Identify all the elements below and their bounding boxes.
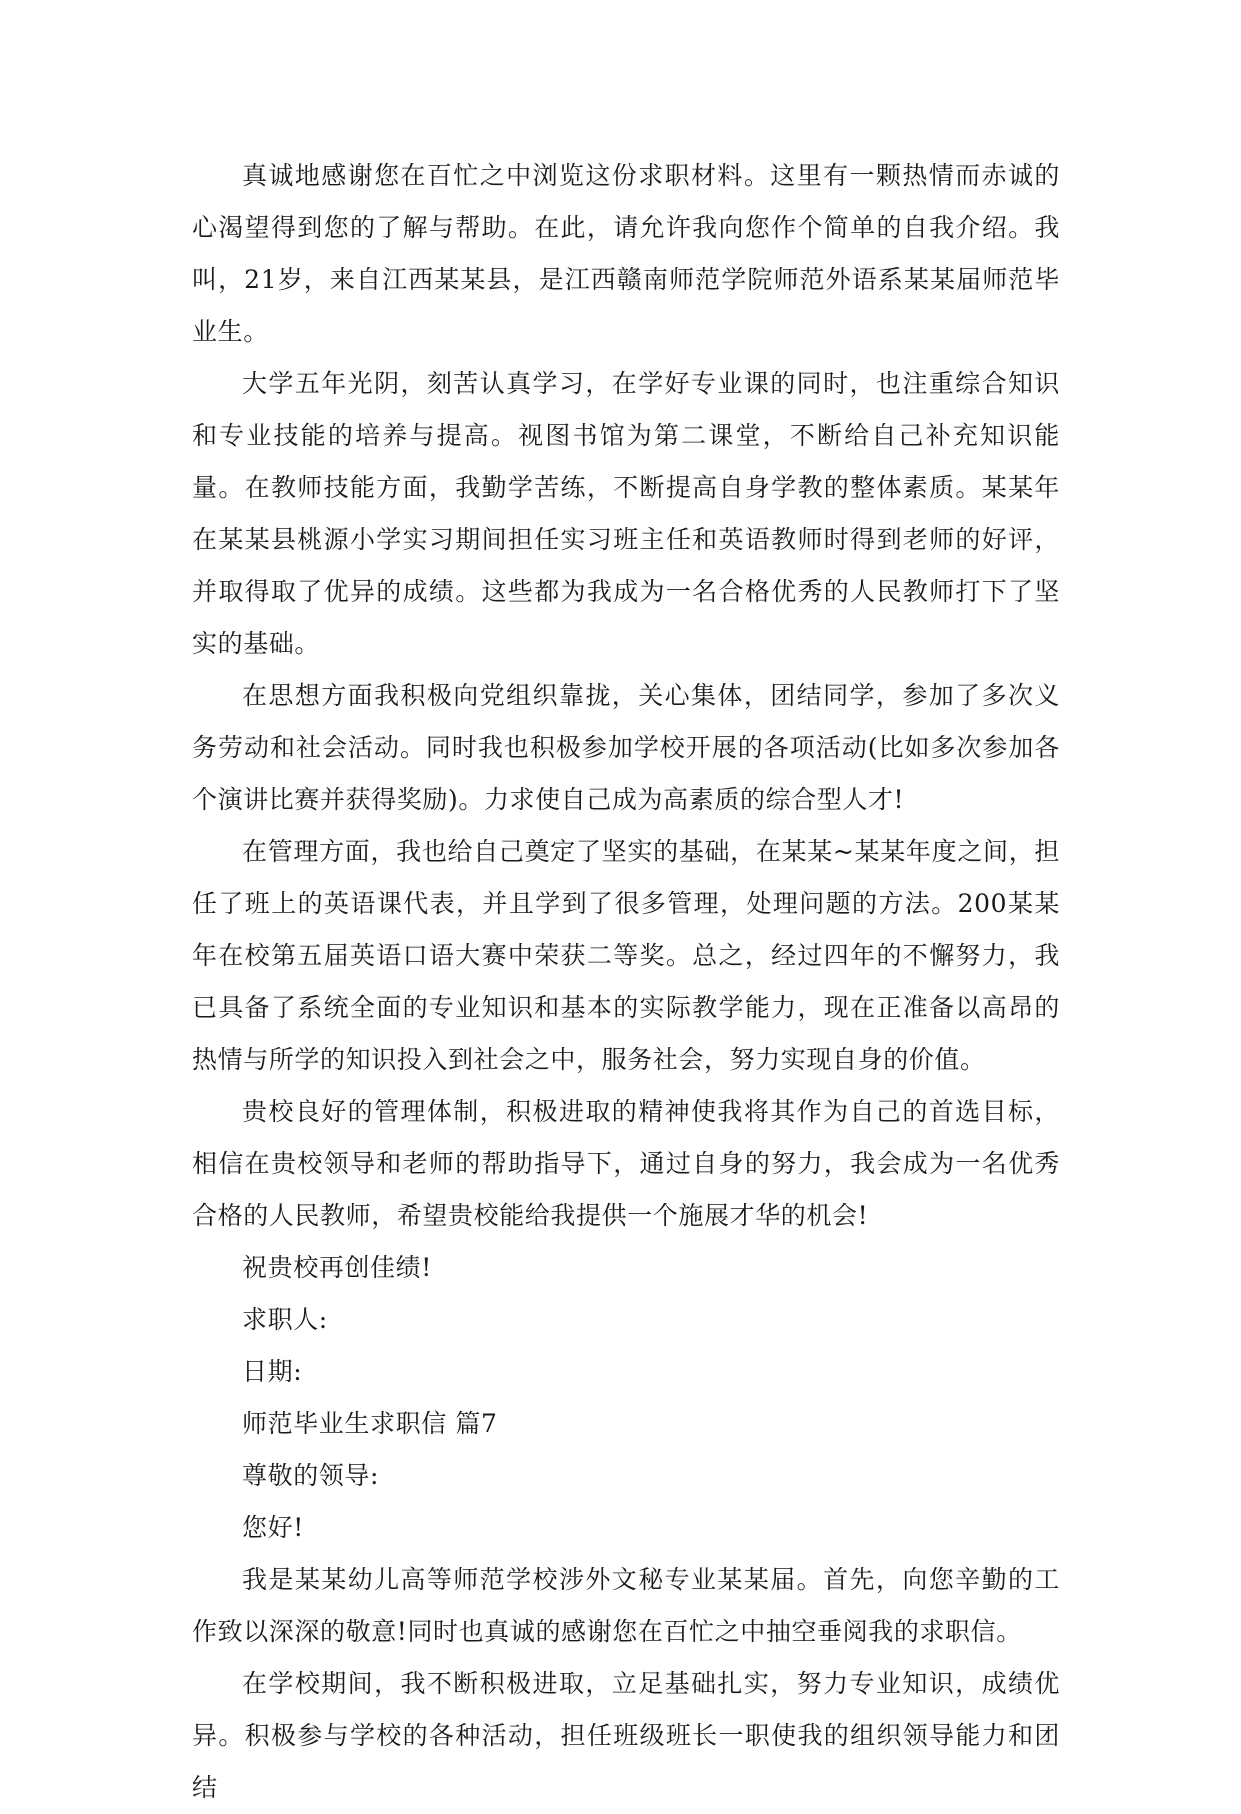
salutation: 尊敬的领导: (242, 1461, 380, 1490)
document-body (192, 150, 1060, 1814)
paragraph-study: 大学五年光阴，刻苦认真学习，在学好专业课的同时，也注重综合知识和专业技能的培养与提高。视图书馆为第二课堂，不断给自己补充知识能量。在教师技能方面，我勤学苦练，不断提高自身学教的整体素质。某某年在某某县桃源小学实习期间担任实习班主任和英语教师时得到老师的好评，并取得取了优异的成绩。这些都为我成为一名合格优秀的人民教师打下了坚实的基础。 (192, 369, 1060, 658)
paragraph-ideology: 在思想方面我积极向党组织靠拢，关心集体，团结同学，参加了多次义务劳动和社会活动。同时我也积极参加学校开展的各项活动(比如多次参加各个演讲比赛并获得奖励)。力求使自己成为高素质的综合型人才! (192, 681, 1060, 814)
section-title: 师范毕业生求职信 篇7 (242, 1409, 498, 1438)
date-label: 日期: (242, 1357, 303, 1386)
applicant-label: 求职人: (242, 1305, 328, 1334)
paragraph-school-period: 在学校期间，我不断积极进取，立足基础扎实，努力专业知识，成绩优异。积极参与学校的各种活动，担任班级班长一职使我的组织领导能力和团结 (192, 1669, 1060, 1802)
paragraph-school-wish: 贵校良好的管理体制，积极进取的精神使我将其作为自己的首选目标，相信在贵校领导和老师的帮助指导下，通过自身的努力，我会成为一名优秀合格的人民教师，希望贵校能给我提供一个施展才华的机会! (192, 1097, 1060, 1230)
paragraph-self-intro: 我是某某幼儿高等师范学校涉外文秘专业某某届。首先，向您辛勤的工作致以深深的敬意!同时也真诚的感谢您在百忙之中抽空垂阅我的求职信。 (192, 1565, 1060, 1646)
closing-line: 祝贵校再创佳绩! (242, 1253, 432, 1282)
greeting: 您好! (242, 1513, 304, 1542)
paragraph-introduction: 真诚地感谢您在百忙之中浏览这份求职材料。这里有一颗热情而赤诚的心渴望得到您的了解与帮助。在此，请允许我向您作个简单的自我介绍。我叫，21岁，来自江西某某县，是江西赣南师范学院师范外语系某某届师范毕业生。 (192, 161, 1060, 346)
paragraph-management: 在管理方面，我也给自己奠定了坚实的基础，在某某~某某年度之间，担任了班上的英语课代表，并且学到了很多管理，处理问题的方法。200某某年在校第五届英语口语大赛中荣获二等奖。总之，经过四年的不懈努力，我已具备了系统全面的专业知识和基本的实际教学能力，现在正准备以高昂的热情与所学的知识投入到社会之中，服务社会，努力实现自身的价值。 (192, 837, 1060, 1074)
